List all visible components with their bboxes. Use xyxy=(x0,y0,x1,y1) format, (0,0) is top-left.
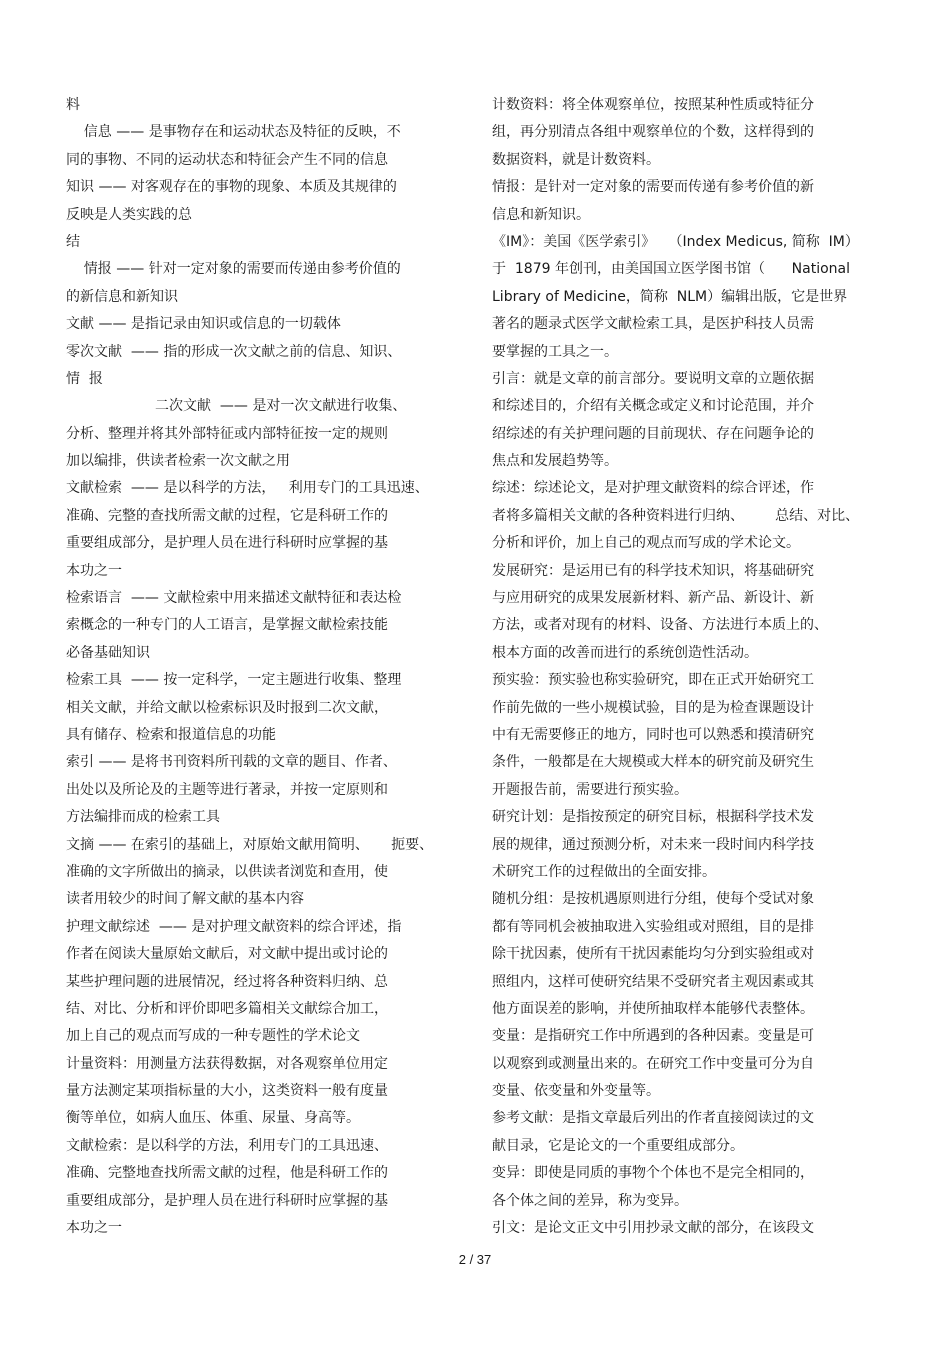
text-line: 读者用较少的时间了解文献的基本内容 xyxy=(66,891,304,908)
text-line: 引文：是论文正文中引用抄录文献的部分，在该段文 xyxy=(492,1220,814,1237)
text-line: 引言：就是文章的前言部分。要说明文章的立题依据 xyxy=(492,370,814,387)
text-line: 结、对比、分析和评价即吧多篇相关文献综合加工， xyxy=(66,1000,388,1017)
text-line: 要掌握的工具之一。 xyxy=(492,343,618,360)
text-line: 根本方面的改善而进行的系统创造性活动。 xyxy=(492,644,758,661)
text-line: 各个体之间的差异，称为变异。 xyxy=(492,1192,688,1209)
text-line: 者将多篇相关文献的各种资料进行归纳、 总结、对比、 xyxy=(492,507,860,524)
text-line: 计量资料：用测量方法获得数据，对各观察单位用定 xyxy=(66,1055,388,1072)
text-line: 护理文献综述 —— 是对护理文献资料的综合评述，指 xyxy=(66,918,402,935)
text-line: 量方法测定某项指标量的大小，这类资料一般有度量 xyxy=(66,1083,388,1100)
text-line: 以观察到或测量出来的。在研究工作中变量可分为自 xyxy=(492,1055,814,1072)
text-line: 必备基础知识 xyxy=(66,644,150,661)
text-line: 知识 —— 对客观存在的事物的现象、本质及其规律的 xyxy=(66,179,397,196)
text-line: 组，再分别清点各组中观察单位的个数，这样得到的 xyxy=(492,124,814,141)
text-line: 检索语言 —— 文献检索中用来描述文献特征和表达检 xyxy=(66,590,402,607)
text-line: 的新信息和新知识 xyxy=(66,288,178,305)
text-line: 参考文献：是指文章最后列出的作者直接阅读过的文 xyxy=(492,1110,814,1127)
text-line: 零次文献 —— 指的形成一次文献之前的信息、知识、 xyxy=(66,343,402,360)
text-line: 重要组成部分，是护理人员在进行科研时应掌握的基 xyxy=(66,1192,388,1209)
text-line: 反映是人类实践的总 xyxy=(66,206,192,223)
text-line: 二次文献 —— 是对一次文献进行收集、 xyxy=(66,398,407,415)
text-line: 变异：即使是同质的事物个个体也不是完全相同的， xyxy=(492,1165,814,1182)
left-column xyxy=(66,92,466,1242)
text-line: 衡等单位，如病人血压、体重、尿量、身高等。 xyxy=(66,1110,360,1127)
text-line: 分析、整理并将其外部特征或内部特征按一定的规则 xyxy=(66,425,388,442)
text-line: 于 1879 年创刊，由美国国立医学图书馆（ National xyxy=(492,261,851,278)
text-line: 相关文献，并给文献以检索标识及时报到二次文献， xyxy=(66,699,388,716)
text-line: 随机分组：是按机遇原则进行分组，使每个受试对象 xyxy=(492,891,814,908)
text-line: 献目录，它是论文的一个重要组成部分。 xyxy=(492,1137,744,1154)
text-line: 焦点和发展趋势等。 xyxy=(492,453,618,470)
text-line: 著名的题录式医学文献检索工具，是医护科技人员需 xyxy=(492,316,814,333)
text-line: 料 xyxy=(66,97,80,113)
text-line: 变量、依变量和外变量等。 xyxy=(492,1083,660,1100)
text-line: 检索工具 —— 按一定科学，一定主题进行收集、整理 xyxy=(66,672,402,689)
text-line: 情报 —— 针对一定对象的需要而传递由参考价值的 xyxy=(66,261,401,278)
text-line: 作前先做的一些小规模试验，目的是为检查课题设计 xyxy=(492,699,814,716)
text-line: 文献 —— 是指记录由知识或信息的一切载体 xyxy=(66,316,341,333)
text-line: 作者在阅读大量原始文献后，对文献中提出或讨论的 xyxy=(66,946,388,963)
text-line: 某些护理问题的进展情况，经过将各种资料归纳、总 xyxy=(66,973,388,990)
page-number: 2 / 37 xyxy=(458,1252,492,1267)
text-line: 准确、完整地查找所需文献的过程，他是科研工作的 xyxy=(66,1165,388,1182)
text-line: 情 报 xyxy=(66,370,103,387)
text-line: 具有储存、检索和报道信息的功能 xyxy=(66,726,276,743)
text-line: 准确、完整的查找所需文献的过程，它是科研工作的 xyxy=(66,507,388,524)
text-line: 展的规律，通过预测分析，对未来一段时间内科学技 xyxy=(492,836,814,853)
text-line: 同的事物、不同的运动状态和特征会产生不同的信息 xyxy=(66,151,388,168)
text-line: 绍综述的有关护理问题的目前现状、存在问题争论的 xyxy=(492,425,814,442)
text-line: 和综述目的，介绍有关概念或定义和讨论范围，并介 xyxy=(492,398,814,415)
text-line: 数据资料，就是计数资料。 xyxy=(492,151,660,168)
text-line: 术研究工作的过程做出的全面安排。 xyxy=(492,863,716,880)
text-line: 与应用研究的成果发展新材料、新产品、新设计、新 xyxy=(492,590,814,607)
text-line: 照组内，这样可使研究结果不受研究者主观因素或其 xyxy=(492,973,814,990)
text-line: 研究计划：是指按预定的研究目标，根据科学技术发 xyxy=(492,809,814,826)
text-line: 出处以及所论及的主题等进行著录，并按一定原则和 xyxy=(66,781,388,798)
text-line: 本功之一 xyxy=(66,562,122,579)
text-line: 综述：综述论文，是对护理文献资料的综合评述，作 xyxy=(492,480,814,497)
text-line: 分析和评价，加上自己的观点而写成的学术论文。 xyxy=(492,535,800,552)
right-column xyxy=(492,92,932,1242)
text-line: 方法，或者对现有的材料、设备、方法进行本质上的、 xyxy=(492,617,828,634)
text-line: 开题报告前，需要进行预实验。 xyxy=(492,781,688,798)
text-line: 计数资料：将全体观察单位，按照某种性质或特征分 xyxy=(492,97,814,113)
text-line: 索引 —— 是将书刊资料所刊载的文章的题目、作者、 xyxy=(66,754,397,771)
text-line: 除干扰因素，使所有干扰因素能均匀分到实验组或对 xyxy=(492,946,814,963)
text-line: 信息和新知识。 xyxy=(492,206,590,223)
text-line: 索概念的一种专门的人工语言，是掌握文献检索技能 xyxy=(66,617,388,634)
text-line: 重要组成部分，是护理人员在进行科研时应掌握的基 xyxy=(66,535,388,552)
text-line: 文献检索：是以科学的方法，利用专门的工具迅速、 xyxy=(66,1137,388,1154)
text-line: Library of Medicine，简称 NLM）编辑出版，它是世界 xyxy=(492,288,848,305)
text-line: 结 xyxy=(66,233,80,250)
text-line: 信息 —— 是事物存在和运动状态及特征的反映，不 xyxy=(66,124,401,141)
text-line: 加上自己的观点而写成的一种专题性的学术论文 xyxy=(66,1028,360,1045)
text-line: 文摘 —— 在索引的基础上，对原始文献用简明、 扼要、 xyxy=(66,836,434,853)
text-line: 预实验：预实验也称实验研究，即在正式开始研究工 xyxy=(492,672,814,689)
text-line: 方法编排而成的检索工具 xyxy=(66,809,220,826)
text-line: 条件，一般都是在大规模或大样本的研究前及研究生 xyxy=(492,754,814,771)
text-line: 都有等同机会被抽取进入实验组或对照组，目的是排 xyxy=(492,918,814,935)
text-line: 变量：是指研究工作中所遇到的各种因素。变量是可 xyxy=(492,1028,814,1045)
text-line: 准确的文字所做出的摘录，以供读者浏览和查用，使 xyxy=(66,863,388,880)
text-line: 发展研究：是运用已有的科学技术知识，将基础研究 xyxy=(492,562,814,579)
text-line: 中有无需要修正的地方，同时也可以熟悉和摸清研究 xyxy=(492,726,814,743)
text-line: 《IM》：美国《医学索引》 （Index Medicus, 简称 IM） xyxy=(492,233,859,250)
text-line: 文献检索 —— 是以科学的方法， 利用专门的工具迅速、 xyxy=(66,480,429,497)
text-line: 本功之一 xyxy=(66,1220,122,1237)
text-line: 情报：是针对一定对象的需要而传递有参考价值的新 xyxy=(492,179,814,196)
text-line: 他方面误差的影响，并使所抽取样本能够代表整体。 xyxy=(492,1000,814,1017)
text-line: 加以编排，供读者检索一次文献之用 xyxy=(66,453,290,470)
